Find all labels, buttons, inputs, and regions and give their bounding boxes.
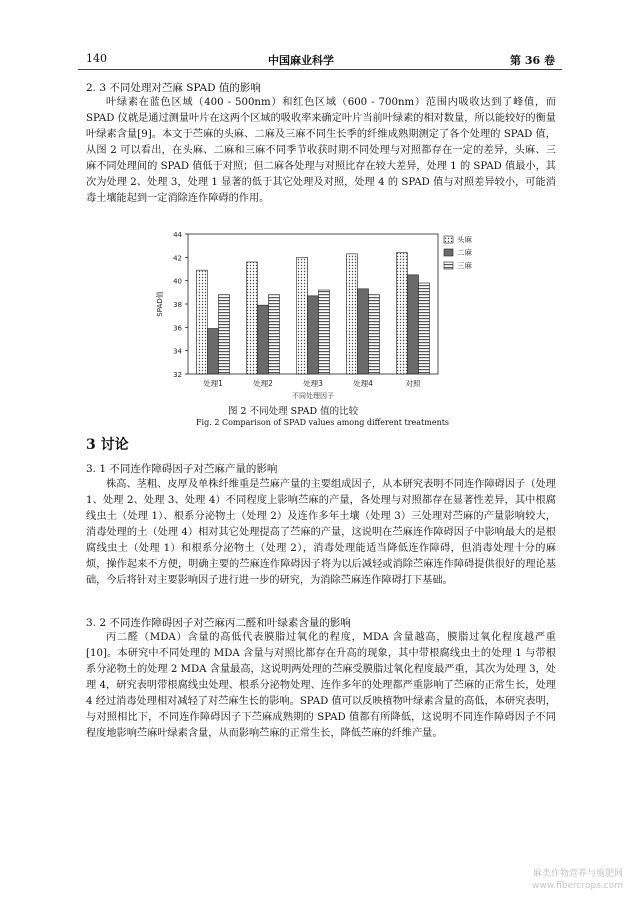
section-3-1-heading: 3. 1 不同连作障碍因子对苎麻产量的影响: [86, 463, 278, 475]
bar-三麻-处理4: [369, 295, 380, 374]
bar-头麻-处理1: [197, 270, 208, 374]
y-tick-label: 36: [173, 324, 182, 333]
legend-label-二麻: 二麻: [457, 248, 472, 257]
bar-头麻-处理3: [297, 257, 308, 374]
legend-swatch-三麻: [444, 262, 453, 269]
x-axis-label: 不同处理因子: [292, 392, 334, 400]
legend-swatch-二麻: [444, 249, 453, 256]
y-tick-label: 42: [173, 254, 182, 263]
legend-label-三麻: 三麻: [457, 261, 472, 270]
bar-二麻-处理2: [258, 305, 269, 374]
x-tick-label: 处理1: [203, 379, 223, 388]
bar-二麻-处理4: [358, 289, 369, 374]
y-tick-label: 32: [173, 371, 182, 379]
figure-2: [150, 216, 490, 414]
bar-二麻-对照: [408, 275, 419, 374]
bar-三麻-处理3: [319, 290, 330, 374]
bar-二麻-处理1: [208, 329, 219, 375]
bar-三麻-处理2: [269, 295, 280, 374]
section-3-2-paragraph: 丙二醛（MDA）含量的高低代表膜脂过氧化的程度，MDA 含量越高，膜脂过氧化程度越严重[10]。本研究中不同处理的 MDA 含量与对照比都存在升高的现象，其中带根腐线虫土的处理 1 与带根系分泌物土的处理 2 MDA 含量最高，这说明两处理的苎麻受膜脂过氧化程度最严重，其次为处理 3，处理 4，研究表明带根腐线虫处理、根系分泌物处理、连作多年的处理都严重影响了苎麻的正常生长，处理 4 经过消毒处理相对减轻了对苎麻生长的影响。SPAD 值可以反映植物叶绿素含量的高低，本研究表明，与对照相比下，不同连作障碍因子下苎麻成熟期的 SPAD 值都有所降低，这说明不同连作障碍因子不同程度地影响苎麻叶绿素含量，从而影响苎麻的正常生长，降低苎麻的纤维产量。: [86, 632, 560, 739]
x-tick-label: 对照: [405, 379, 421, 388]
section-3-2-body: [86, 630, 560, 742]
bar-三麻-对照: [419, 283, 430, 374]
section-3-heading: 3 讨论: [86, 437, 129, 453]
bar-头麻-处理4: [347, 254, 358, 374]
y-tick-label: 34: [173, 347, 182, 356]
legend-label-头麻: 头麻: [457, 235, 472, 244]
section-3-1-paragraph: 株高、茎粗、皮厚及单株纤维重是苎麻产量的主要组成因子，从本研究表明不同连作障碍因子（处理 1、处理 2、处理 3、处理 4）不同程度上影响苎麻的产量，各处理与对照都存在显著性差异，其中根腐线虫土（处理 1）、根系分泌物土（处理 2）及连作多年土壤（处理 3）三处理对苎麻的产量影响较大，消毒处理的土（处理 4）相对其它处理提高了苎麻的产量，这说明在苎麻连作障碍因子中影响最大的是根腐线虫土（处理 1）和根系分泌物土（处理 2），消毒处理能适当降低连作障碍，但消毒处理十分的麻烦，操作起来不方便，明确主要的苎麻连作障碍因子将为以后减轻或消除苎麻连作障碍提供很好的理论基础，今后将针对主要影响因子进行进一步的研究，为消除苎麻连作障碍打下基础。: [86, 479, 560, 586]
x-tick-label: 处理4: [353, 379, 373, 388]
section-3-2-heading: 3. 2 不同连作障碍因子对苎麻丙二醛和叶绿素含量的影响: [86, 617, 351, 629]
y-axis-label: SPAD值: [156, 291, 164, 317]
bar-二麻-处理3: [308, 296, 319, 374]
figure-caption-en: Fig. 2 Comparison of SPAD values among different treatments: [196, 418, 450, 427]
page-number: 140: [86, 52, 107, 65]
volume-label: 第 36 卷: [510, 54, 555, 67]
header-rule: [78, 69, 562, 70]
legend-swatch-头麻: [444, 236, 453, 243]
bar-头麻-处理2: [247, 262, 258, 374]
watermark-site-name: 麻类作物营养与施肥网: [532, 869, 623, 879]
section-2-3-paragraph: 叶绿素在蓝色区域（400 - 500nm）和红色区域（600 - 700nm）范围内吸收达到了峰值，而 SPAD 仪就是通过测量叶片在这两个区域的吸收率来确定叶片当前叶绿素的相对数量，所以能较好的衡量叶绿素含量[9]。本文于苎麻的头麻、二麻及三麻不同生长季的纤维成熟期测定了各个处理的 SPAD 值，从图 2 可以看出，在头麻、二麻和三麻不同季节收获时期不同处理与对照都存在一定的差异，头麻、三麻不同处理间的 SPAD 值低于对照；但二麻各处理与对照比存在较大差异，处理 1 的 SPAD 值最小，其次为处理 2、处理 3，处理 1 显著的低于其它处理及对照，处理 4 的 SPAD 值与对照差异较小，可能消毒土壤能起到一定消除连作障碍的作用。: [86, 97, 560, 204]
bar-头麻-对照: [397, 253, 408, 374]
watermark-url: www.fibercrops.com: [532, 881, 623, 891]
section-2-3-heading: 2. 3 不同处理对苎麻 SPAD 值的影响: [86, 82, 261, 94]
bar-三麻-处理1: [219, 295, 230, 374]
spad-bar-chart: [150, 216, 490, 414]
x-tick-label: 处理3: [303, 379, 323, 388]
y-tick-label: 40: [173, 277, 182, 286]
section-3-1-body: [86, 477, 560, 589]
journal-title: 中国麻业科学: [268, 54, 334, 67]
figure-caption-cn: 图 2 不同处理 SPAD 值的比较: [228, 406, 359, 417]
section-2-3-body: [86, 95, 560, 207]
x-tick-label: 处理2: [253, 379, 273, 388]
y-tick-label: 38: [173, 301, 182, 309]
y-tick-label: 44: [173, 231, 182, 239]
